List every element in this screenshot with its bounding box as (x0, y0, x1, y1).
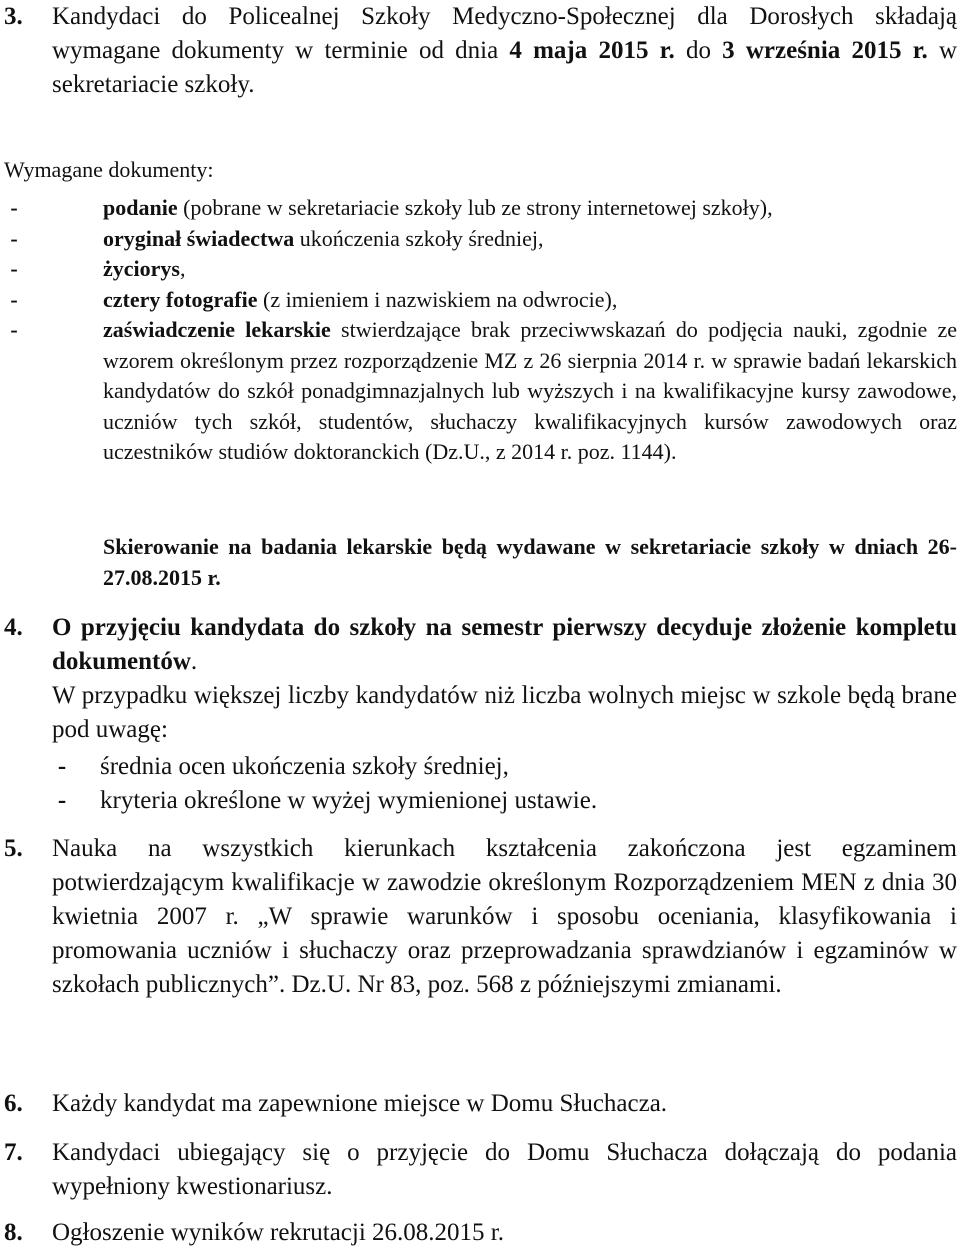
section-7-text: Kandydaci ubiegający się o przyjęcie do Domu Słuchacza dołączają do podania wypełniony kwestionariusz. (52, 1139, 957, 1200)
document-item-photos (4, 285, 957, 316)
list-dash: - (10, 195, 18, 220)
required-documents-list (4, 193, 957, 468)
document-item-name: cztery fotografie (103, 286, 258, 312)
section-3-text (52, 0, 957, 102)
section-8-number: 8. (4, 1219, 23, 1246)
list-dash: - (10, 317, 18, 342)
section-3-location: w sekretariacie szkoły. (52, 37, 958, 98)
list-dash: - (10, 225, 18, 251)
list-dash: - (10, 256, 18, 281)
criteria-item-text: średnia ocen ukończenia szkoły średniej, (100, 753, 509, 780)
document-item-medical-certificate (4, 315, 957, 468)
required-documents-heading: Wymagane dokumenty: (4, 157, 214, 182)
criteria-item (52, 784, 957, 818)
criteria-item-text: kryteria określone w wyżej wymienionej ustawie. (100, 787, 598, 814)
document-item-detail: stwierdzające brak przeciwwskazań do podjęcia nauki, zgodnie ze wzorem określonym przez rozporządzenie MZ z 26 sierpnia 2014 r. w sprawie badań lekarskich kandydatów do szkół ponadgimnazjalnych lub wyższych i na kwalifikacyjne kursy zawodowe, uczniów tych szkół, studentów, słuchaczy kwalifikacyjnych kursów zawodowych oraz uczestników studiów doktoranckich (Dz.U., z 2014 r. poz. 1144). (103, 317, 957, 464)
section-6-number: 6. (4, 1090, 23, 1117)
section-5-text: Nauka na wszystkich kierunkach kształcenia zakończona jest egzaminem potwierdzającym kwalifikacje w zawodzie określonym Rozporządzeniem MEN z dnia 30 kwietnia 2007 r. „W sprawie warunków i sposobu oceniania, klasyfikowania i promowania uczniów i słuchaczy oraz przeprowadzania sprawdzianów i egzaminów w szkołach publicznych”. Dz.U. Nr 83, poz. 568 z późniejszymi zmianami. (52, 835, 957, 998)
list-dash: - (57, 753, 67, 780)
section-4-criteria-list (52, 750, 957, 818)
section-4-decision-end: . (190, 648, 198, 675)
section-7-number: 7. (4, 1139, 23, 1166)
list-dash: - (57, 787, 67, 814)
document-item-name: podanie (103, 195, 178, 220)
section-3-number: 3. (4, 3, 23, 30)
section-4-decision: O przyjęciu kandydata do szkoły na semestr pierwszy decyduje złożenie kompletu dokumentów (52, 614, 957, 675)
section-3-connector: do (674, 37, 723, 64)
section-8-text: Ogłoszenie wyników rekrutacji 26.08.2015 r. (52, 1219, 504, 1246)
document-item-application (4, 193, 957, 224)
document-item-detail: (z imieniem i nazwiskiem na odwrocie), (257, 286, 618, 312)
document-item-detail: (pobrane w sekretariacie szkoły lub ze strony internetowej szkoły), (177, 195, 773, 220)
document-item-name: zaświadczenie lekarskie (103, 317, 331, 342)
document-item-name: oryginał świadectwa (103, 225, 295, 251)
document-item-certificate (4, 224, 957, 255)
document-item-cv (4, 254, 957, 285)
section-5-number: 5. (4, 835, 23, 862)
section-6-text: Każdy kandydat ma zapewnione miejsce w Domu Słuchacza. (52, 1090, 668, 1117)
document-item-detail: , (179, 256, 186, 281)
list-dash: - (10, 286, 18, 312)
section-3-date-from: 4 maja 2015 r. (509, 37, 675, 64)
section-4-text (52, 611, 957, 747)
criteria-item (52, 750, 957, 784)
section-3-intro: Kandydaci do Policealnej Szkoły Medyczno-Społecznej dla Dorosłych składają wymagane dokumenty w terminie od dnia (52, 3, 957, 64)
medical-referral-note: Skierowanie na badania lekarskie będą wydawane w sekretariacie szkoły w dniach 26-27.08.2015 r. (103, 534, 957, 590)
document-item-name: życiorys (103, 256, 180, 281)
section-4-criteria-intro: W przypadku większej liczby kandydatów niż liczba wolnych miejsc w szkole będą brane pod uwagę: (52, 682, 957, 743)
section-4-number: 4. (4, 614, 23, 641)
section-3-date-to: 3 września 2015 r. (722, 37, 928, 64)
document-item-detail: ukończenia szkoły średniej, (294, 225, 544, 251)
